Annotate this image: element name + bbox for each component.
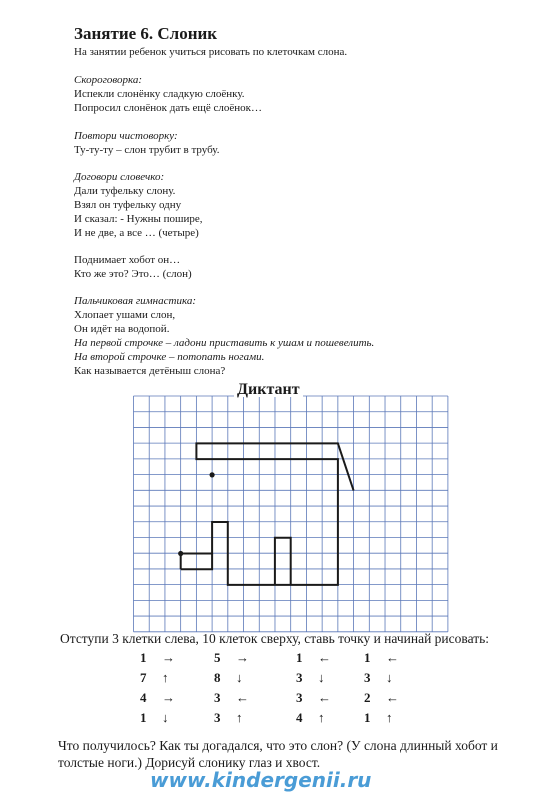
step-count: 4: [140, 690, 147, 705]
up-arrow: ↑: [236, 710, 243, 725]
up-arrow: ↑: [162, 670, 169, 685]
say-word-line: И сказал: - Нужны пошире,: [74, 213, 203, 225]
step-count: 1: [140, 710, 147, 725]
left-arrow: ←: [386, 690, 399, 705]
dictation-step: [296, 670, 325, 686]
step-count: 4: [296, 710, 303, 725]
right-arrow: →: [162, 690, 175, 705]
left-arrow: ←: [236, 690, 249, 705]
step-count: 3: [296, 690, 303, 705]
dictation-step: [214, 690, 249, 706]
up-arrow: ↑: [318, 710, 325, 725]
dictation-step: [364, 650, 399, 666]
dictation-heading: Диктант: [234, 383, 303, 397]
say-word-line: Взял он туфельку одну: [74, 199, 182, 211]
finger-gym-line: Хлопает ушами слон,: [74, 309, 176, 321]
dictation-instruction: Отступи 3 клетки слева, 10 клеток сверху, ставь точку и начинай рисовать:: [60, 631, 490, 646]
down-arrow: ↓: [318, 670, 325, 685]
down-arrow: ↓: [236, 670, 243, 685]
clean-talk-heading: Повтори чистоворку:: [74, 130, 178, 142]
step-count: 1: [364, 710, 371, 725]
down-arrow: ↓: [162, 710, 169, 725]
intro-text: На занятии ребенок учиться рисовать по клеточкам слона.: [74, 46, 348, 58]
dictation-step: [364, 690, 399, 706]
conclusion-line: Что получилось? Как ты догадался, что это слон? (У слона длинный хобот и: [58, 738, 498, 753]
tongue-twister-line: Испекли слонёнку сладкую слоёнку.: [74, 88, 245, 100]
right-arrow: →: [236, 650, 249, 665]
dictation-step: [214, 670, 243, 686]
tongue-twister-heading: Скороговорка:: [74, 74, 143, 86]
dictation-step: [296, 710, 325, 726]
left-arrow: ←: [318, 690, 331, 705]
step-count: 8: [214, 670, 221, 685]
step-count: 1: [296, 650, 303, 665]
right-arrow: →: [162, 650, 175, 665]
step-count: 3: [296, 670, 303, 685]
finger-gym-line: Он идёт на водопой.: [74, 323, 170, 335]
tongue-twister-line: Попросил слонёнок дать ещё слоёнок…: [74, 102, 262, 114]
conclusion-line: толстые ноги.) Дорисуй слонику глаз и хвост.: [58, 755, 321, 770]
step-count: 3: [364, 670, 371, 685]
step-count: 5: [214, 650, 221, 665]
clean-talk-line: Ту-ту-ту – слон трубит в трубу.: [74, 144, 220, 156]
step-count: 1: [364, 650, 371, 665]
riddle-line: Поднимает хобот он…: [74, 254, 181, 266]
step-count: 2: [364, 690, 371, 705]
dictation-step: [214, 650, 249, 666]
dictation-step: [296, 650, 331, 666]
finger-gym-instruction: На первой строчке – ладони приставить к ушам и пошевелить.: [74, 337, 375, 349]
page-title: Занятие 6. Слоник: [74, 24, 218, 43]
up-arrow: ↑: [386, 710, 393, 725]
step-count: 3: [214, 710, 221, 725]
finger-gym-question: Как называется детёныш слона?: [74, 365, 226, 377]
dictation-step: [364, 670, 393, 686]
down-arrow: ↓: [386, 670, 393, 685]
say-word-line: Дали туфельку слону.: [74, 185, 176, 197]
say-word-line: И не две, а все … (четыре): [74, 227, 199, 239]
dictation-step: [214, 710, 243, 726]
step-count: 7: [140, 670, 147, 685]
start-dot: [178, 551, 183, 556]
finger-gym-heading: Пальчиковая гимнастика:: [74, 295, 196, 307]
left-arrow: ←: [386, 650, 399, 665]
dictation-step: [140, 710, 169, 726]
left-arrow: ←: [318, 650, 331, 665]
elephant-drawing: [181, 443, 354, 585]
step-count: 1: [140, 650, 147, 665]
dictation-step: [296, 690, 331, 706]
dictation-step: [140, 650, 175, 666]
dictation-step: [140, 670, 169, 686]
riddle-line: Кто же это? Это… (слон): [74, 268, 192, 280]
footer-site[interactable]: www.kindergenii.ru: [150, 768, 372, 792]
say-word-heading: Договори словечко:: [74, 171, 165, 183]
step-count: 3: [214, 690, 221, 705]
elephant-drawing-leg: [181, 538, 291, 585]
dictation-step: [364, 710, 393, 726]
elephant-eye-dot: [210, 472, 215, 477]
finger-gym-instruction: На второй строчке – потопать ногами.: [74, 351, 265, 363]
dictation-step: [140, 690, 175, 706]
grid-lines: [134, 396, 448, 632]
